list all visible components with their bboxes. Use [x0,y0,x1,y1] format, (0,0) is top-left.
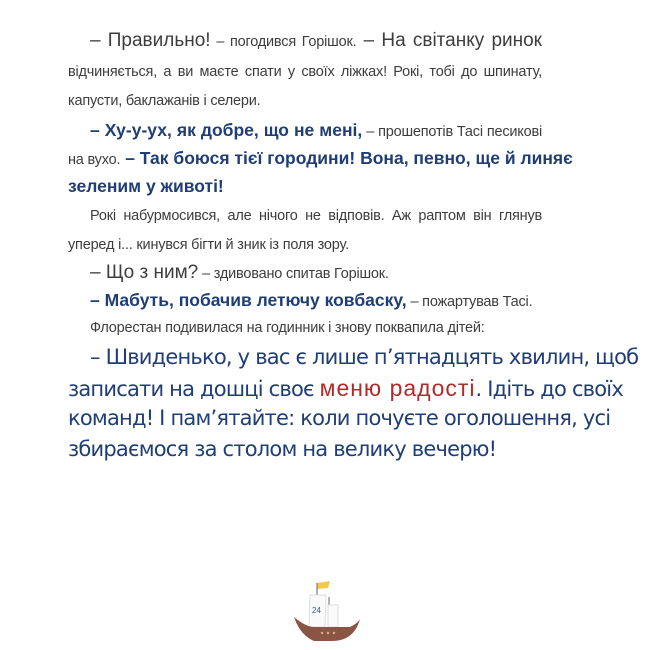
handwritten-speech: записати на дошці своє [68,377,320,401]
ship-illustration [292,575,362,645]
paragraph-line [68,375,623,402]
paragraph-line: капусти, баклажанів і селери. [68,93,261,109]
paragraph-line: уперед і... кинувся бігти й зник із поля зору. [68,237,349,253]
paragraph-line: – Швиденько, у вас є лише п’ятнадцять хвилин, щоб [90,345,639,369]
paragraph-line: Флорестан подивилася на годинник і знову поквапила дітей: [90,320,485,336]
paragraph-line: відчиняється, а ви маєте спати у своїх ліжках! Рокі, тобі до шпинату, [68,64,542,80]
paragraph-line: команд! І пам’ятайте: коли почуєте оголошення, усі [68,406,611,430]
narration: – прошепотів Тасі песикові [362,124,543,140]
paragraph-line: зеленим у животі! [68,176,224,196]
paragraph-line [68,148,573,169]
blue-speech: – Так боюся тієї городини! Вона, певно, ще й линяє [120,148,573,168]
paragraph-line [90,120,542,141]
page-number: 24 [312,606,321,615]
paragraph-line [90,262,542,284]
speech: – Правильно! [90,30,211,51]
paragraph-line: Рокі набурмосився, але нічого не відповів. Аж раптом він глянув [90,208,542,224]
narration: – пожартував Тасі. [406,294,533,310]
menu-of-joy-highlight: меню радості [319,375,476,401]
blue-speech: – Ху-у-ух, як добре, що не мені, [90,120,363,140]
paragraph-line [90,30,542,52]
handwritten-speech: . Ідіть до своїх [475,377,623,401]
paragraph-line [90,290,542,311]
narration: – погодився Горішок. [210,34,357,50]
narration: на вухо. [68,152,121,168]
speech: – На світанку ринок [356,30,542,51]
narration: – здивовано спитав Горішок. [198,266,389,282]
paragraph-line: збираємося за столом на велику вечерю! [68,437,497,461]
speech: – Що з ним? [90,262,199,283]
blue-speech: – Мабуть, побачив летючу ковбаску, [90,290,407,310]
